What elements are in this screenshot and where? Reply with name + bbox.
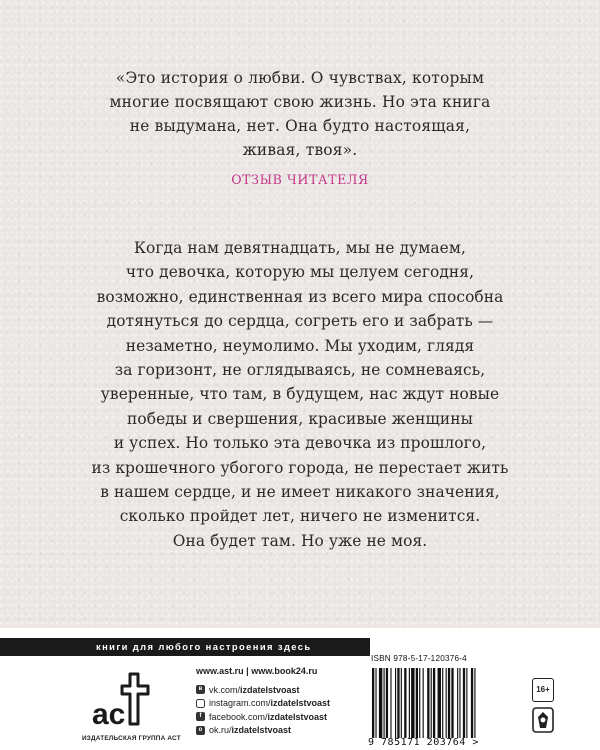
social-link-facebook[interactable] xyxy=(196,710,330,724)
social-link-instagram[interactable] xyxy=(196,697,330,711)
barcode-number: 9 785171 203764 > xyxy=(368,737,479,748)
quote-line: живая, твоя». xyxy=(242,141,358,159)
social-prefix: vk.com/ xyxy=(209,684,241,695)
social-link-vk[interactable] xyxy=(196,683,330,697)
publisher-name: ИЗДАТЕЛЬСКАЯ ГРУППА АСТ xyxy=(82,735,181,742)
blurb-line: Она будет там. Но уже не моя. xyxy=(172,531,428,550)
publisher-contacts xyxy=(196,666,330,737)
blurb-line: сколько пройдет лет, ничего не изменится. xyxy=(119,507,481,526)
social-prefix: instagram.com/ xyxy=(209,698,271,709)
vk-icon: в xyxy=(196,685,205,694)
blurb-line: за горизонт, не оглядываясь, не сомневаясь, xyxy=(114,361,486,380)
svg-text:ac: ac xyxy=(92,698,126,731)
blurb-line: и успех. Но только эта девочка из прошлого, xyxy=(113,434,487,453)
reader-review-label: ОТЗЫВ ЧИТАТЕЛЯ xyxy=(231,172,369,187)
blurb-line: Когда нам девятнадцать, мы не думаем, xyxy=(134,239,466,257)
age-rating-badge: 16+ xyxy=(532,678,554,702)
blurb-line: в нашем сердце, и не имеет никакого значения, xyxy=(100,483,500,502)
facebook-icon: f xyxy=(196,712,205,721)
social-handle: izdatelstvoast xyxy=(267,711,328,722)
blurb-line: уверенные, что там, в будущем, нас ждут новые xyxy=(100,385,500,404)
blurb-line: дотянуться до сердца, согреть его и забрать — xyxy=(106,312,494,331)
blurb-line: победы и свершения, красивые женщины xyxy=(127,409,473,428)
ast-logo-icon xyxy=(90,666,152,736)
isbn-number: ISBN 978-5-17-120376-4 xyxy=(371,654,467,663)
lamp-icon xyxy=(530,706,556,734)
blurb-line: из крошечного убогого города, не перестает жить xyxy=(91,458,509,477)
reader-quote xyxy=(60,66,540,162)
quote-line: «Это история о любви. О чувствах, которым xyxy=(115,69,485,87)
social-prefix: ok.ru/ xyxy=(209,725,232,736)
publisher-footer xyxy=(0,628,600,750)
book-blurb xyxy=(60,236,540,553)
tagline-banner: книги для любого настроения здесь xyxy=(0,638,370,656)
social-handle: izdatelstvoast xyxy=(231,725,292,736)
social-link-odnoklassniki[interactable] xyxy=(196,724,330,738)
social-handle: izdatelstvoast xyxy=(240,684,300,695)
barcode-icon xyxy=(368,668,518,738)
quote-line: не выдумана, нет. Она будто настоящая, xyxy=(129,117,471,135)
social-prefix: facebook.com/ xyxy=(209,711,268,722)
quote-line: многие посвящают свою жизнь. Но эта книга xyxy=(109,93,491,111)
odnoklassniki-icon: о xyxy=(196,726,205,735)
blurb-line: что девочка, которую мы целуем сегодня, xyxy=(125,263,475,282)
websites-link[interactable]: www.ast.ru | www.book24.ru xyxy=(196,666,318,676)
social-handle: izdatelstvoast xyxy=(270,698,331,709)
instagram-icon xyxy=(196,699,205,708)
blurb-line: возможно, единственная из всего мира способна xyxy=(96,287,504,306)
blurb-line: незаметно, неумолимо. Мы уходим, глядя xyxy=(125,336,475,355)
